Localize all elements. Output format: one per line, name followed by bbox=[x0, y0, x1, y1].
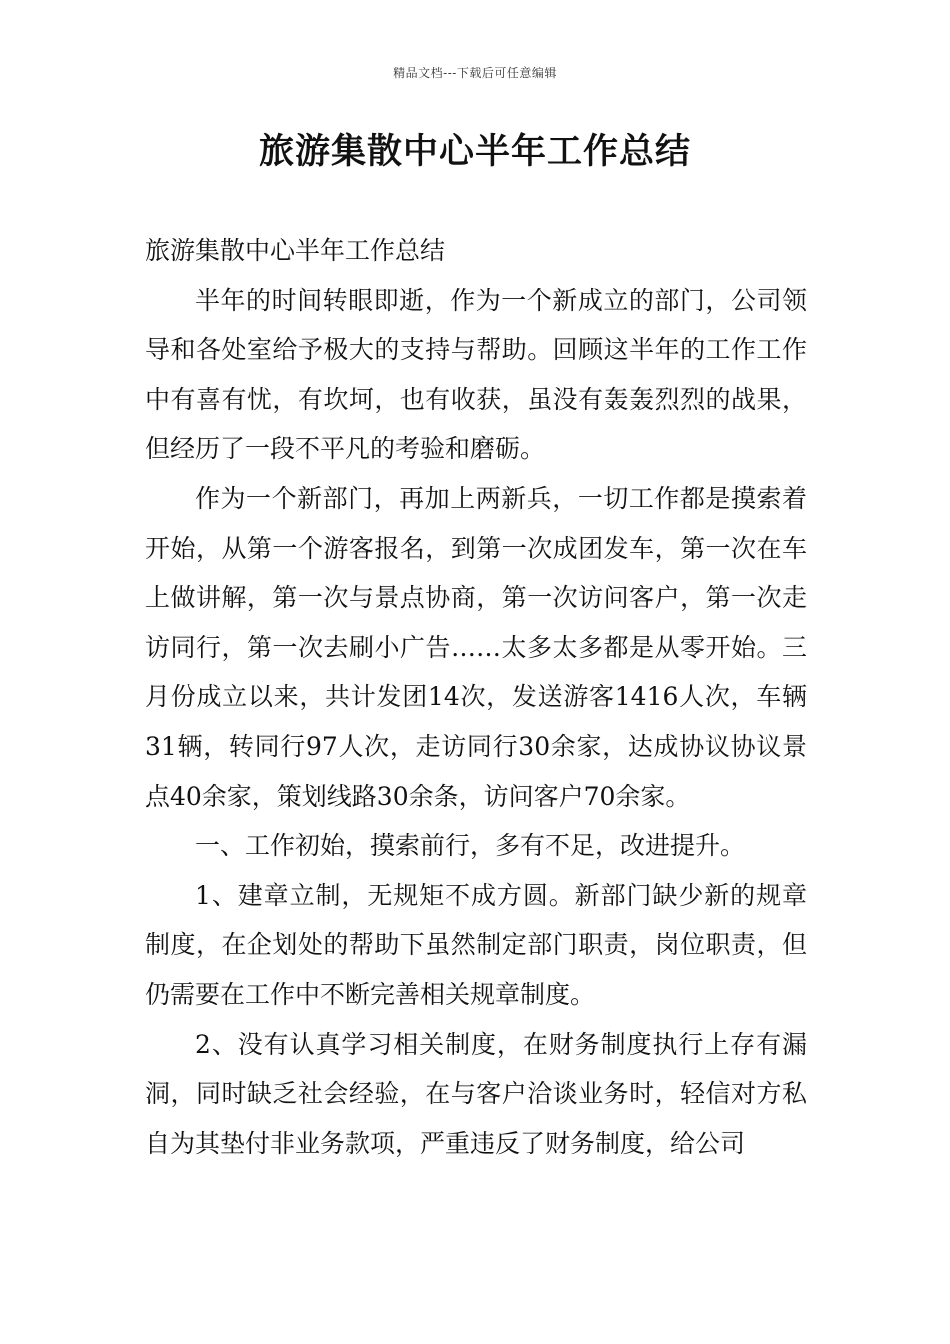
paragraph: 作为一个新部门，再加上两新兵，一切工作都是摸索着开始，从第一个游客报名，到第一次成团发车，第一次在车上做讲解，第一次与景点协商，第一次访问客户，第一次走访同行，第一次去刷小广告……太多太多都是从零开始。三月份成立以来，共计发团14次，发送游客1416人次，车辆31辆，转同行97人次，走访同行30余家，达成协议协议景点40余家，策划线路30余条，访问客户70余家。 bbox=[145, 483, 807, 811]
paragraph: 半年的时间转眼即逝，作为一个新成立的部门，公司领导和各处室给予极大的支持与帮助。回顾这半年的工作工作中有喜有忧，有坎坷，也有收获，虽没有轰轰烈烈的战果，但经历了一段不平凡的考验和磨砺。 bbox=[145, 285, 807, 464]
document-title: 旅游集散中心半年工作总结 bbox=[258, 132, 691, 172]
header-note: 精品文档---下载后可任意编辑 bbox=[393, 66, 557, 80]
document-body bbox=[145, 226, 807, 1168]
paragraph: 1、建章立制，无规矩不成方圆。新部门缺少新的规章制度，在企划处的帮助下虽然制定部门职责，岗位职责，但仍需要在工作中不断完善相关规章制度。 bbox=[145, 880, 807, 1009]
section-heading: 一、工作初始，摸索前行，多有不足，改进提升。 bbox=[195, 831, 746, 861]
paragraph-subtitle: 旅游集散中心半年工作总结 bbox=[145, 236, 446, 265]
paragraph: 2、没有认真学习相关制度，在财务制度执行上存有漏洞，同时缺乏社会经验，在与客户洽谈业务时，轻信对方私自为其垫付非业务款项，严重违反了财务制度，给公司 bbox=[145, 1029, 807, 1158]
